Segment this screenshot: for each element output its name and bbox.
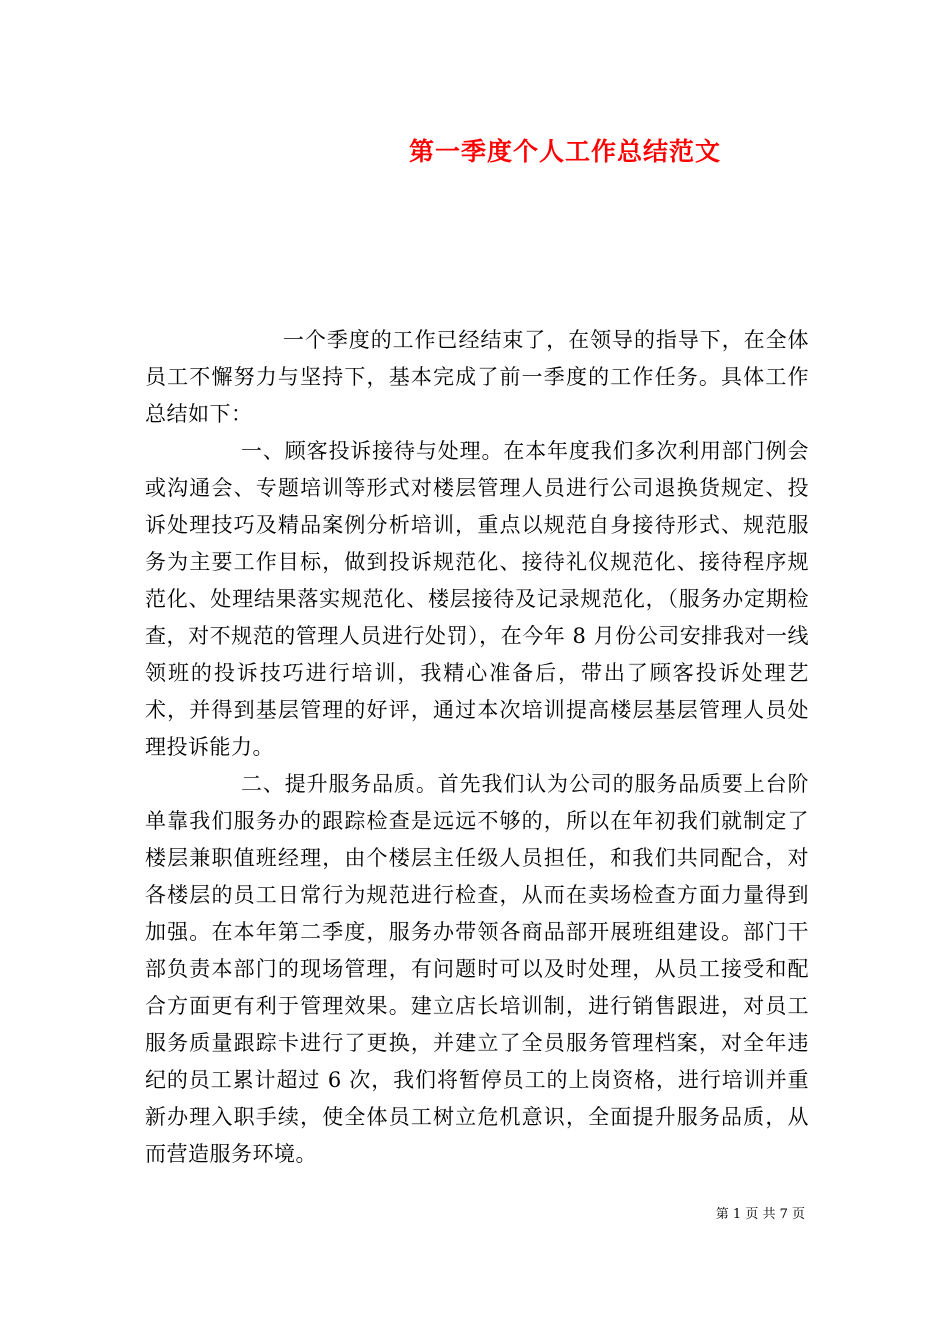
paragraph-service-quality: 二、提升服务品质。首先我们认为公司的服务品质要上台阶单靠我们服务办的跟踪检查是远远不够的，所以在年初我们就制定了楼层兼职值班经理，由个楼层主任级人员担任，和我们共同配合，对各楼层的员工日常行为规范进行检查，从而在卖场检查方面力量得到加强。在本年第二季度，服务办带领各商品部开展班组建设。部门干部负责本部门的现场管理，有问题时可以及时处理，从员工接受和配合方面更有利于管理效果。建立店长培训制，进行销售跟进，对员工服务质量跟踪卡进行了更换，并建立了全员服务管理档案，对全年违纪的员工累计超过 6 次，我们将暂停员工的上岗资格，进行培训并重新办理入职手续，使全体员工树立危机意识，全面提升服务品质，从而营造服务环境。 [145, 772, 809, 1166]
paragraph-intro: 一个季度的工作已经结束了，在领导的指导下，在全体员工不懈努力与坚持下，基本完成了前一季度的工作任务。具体工作总结如下： [145, 328, 809, 426]
paragraph-complaint-handling: 一、顾客投诉接待与处理。在本年度我们多次利用部门例会或沟通会、专题培训等形式对楼层管理人员进行公司退换货规定、投诉处理技巧及精品案例分析培训，重点以规范自身接待形式、规范服务为主要工作目标，做到投诉规范化、接待礼仪规范化、接待程序规范化、处理结果落实规范化、楼层接待及记录规范化，（服务办定期检查，对不规范的管理人员进行处罚），在今年 8 月份公司安排我对一线领班的投诉技巧进行培训，我精心准备后，带出了顾客投诉处理艺术，并得到基层管理的好评，通过本次培训提高楼层基层管理人员处理投诉能力。 [145, 439, 809, 759]
document-body [145, 322, 809, 1173]
page-title: 第一季度个人工作总结范文 [408, 137, 721, 166]
page-number: 第 1 页 共 7 页 [715, 1207, 805, 1222]
